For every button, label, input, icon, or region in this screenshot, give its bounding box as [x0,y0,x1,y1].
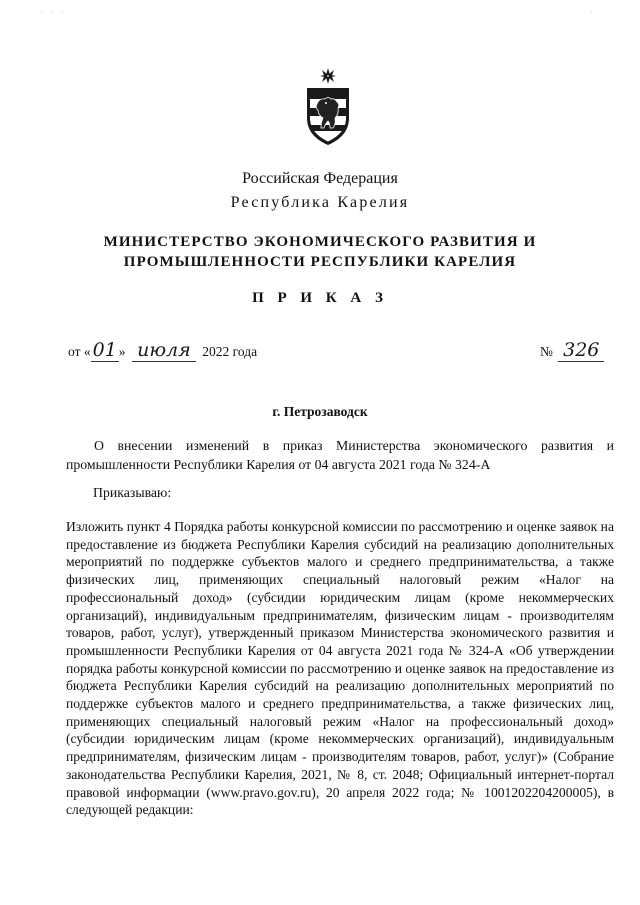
country-name: Российская Федерация [242,170,398,187]
date-month: июля [132,339,196,362]
city-name: г. Петрозаводск [272,404,368,419]
scan-artifact: · [590,8,593,17]
orders-word: Приказываю: [93,485,172,500]
order-body-text: Изложить пункт 4 Порядка работы конкурсной комиссии по рассмотрению и оценке заявок на предоставление из бюджета Республики Карелия субсидий на реализацию дополнительных мероприятий по поддержке субъектов малого и среднего предпринимательства, а также физических лиц, применяющих специальный налоговый режим «Налог на профессиональный доход» (субсидии юридическим лицам (кроме некоммерческих организаций), индивидуальным предпринимателям, физическим лицам - производителям товаров, работ, услуг), утвержденный приказом Министерства экономического развития и промышленности Республики Карелия от 04 августа 2021 года № 324-А «Об утверждении порядка работы конкурсной комиссии по рассмотрению и оценке заявок на предоставление из бюджета Республики Карелия субсидий на реализацию дополнительных мероприятий по поддержке субъектов малого и среднего предпринимательства, а также физических лиц, применяющих специальный налоговый режим «Налог на профессиональный доход» (субсидии юридическим лицам (кроме некоммерческих организаций), индивидуальным предпринимателям, физическим лицам - производителям товаров, работ, услуг)» (Собрание законодательства Республики Карелия, 2021, № 8, ст. 2048; Официальный интернет-портал правовой информации (www.pravo.gov.ru), 20 апреля 2022 года; № 1001202204200005), в следующей редакции: [66,519,614,818]
republic-name: Республика Карелия [230,194,410,211]
order-number [540,339,604,362]
ministry-name-line-2: ПРОМЫШЛЕННОСТИ РЕСПУБЛИКИ КАРЕЛИЯ [123,254,517,270]
date-close-quote: » [118,344,126,359]
karelia-coat-of-arms-icon [303,68,353,146]
order-date [68,339,257,362]
date-prefix: от [68,344,81,359]
date-open-quote: « [83,344,91,359]
date-year: 2022 года [202,344,258,359]
date-day: 01 [92,339,117,361]
number-value: 326 [558,339,604,362]
number-label: № [540,344,553,359]
ministry-name-line-1: МИНИСТЕРСТВО ЭКОНОМИЧЕСКОГО РАЗВИТИЯ И [103,234,537,250]
scan-artifact: · · · [40,8,67,17]
order-title: П Р И К А З [252,290,388,306]
ministry-name [0,232,640,272]
order-subject: О внесении изменений в приказ Министерства экономического развития и промышленности Республики Карелия от 04 августа 2021 года № 324-А [66,438,614,472]
